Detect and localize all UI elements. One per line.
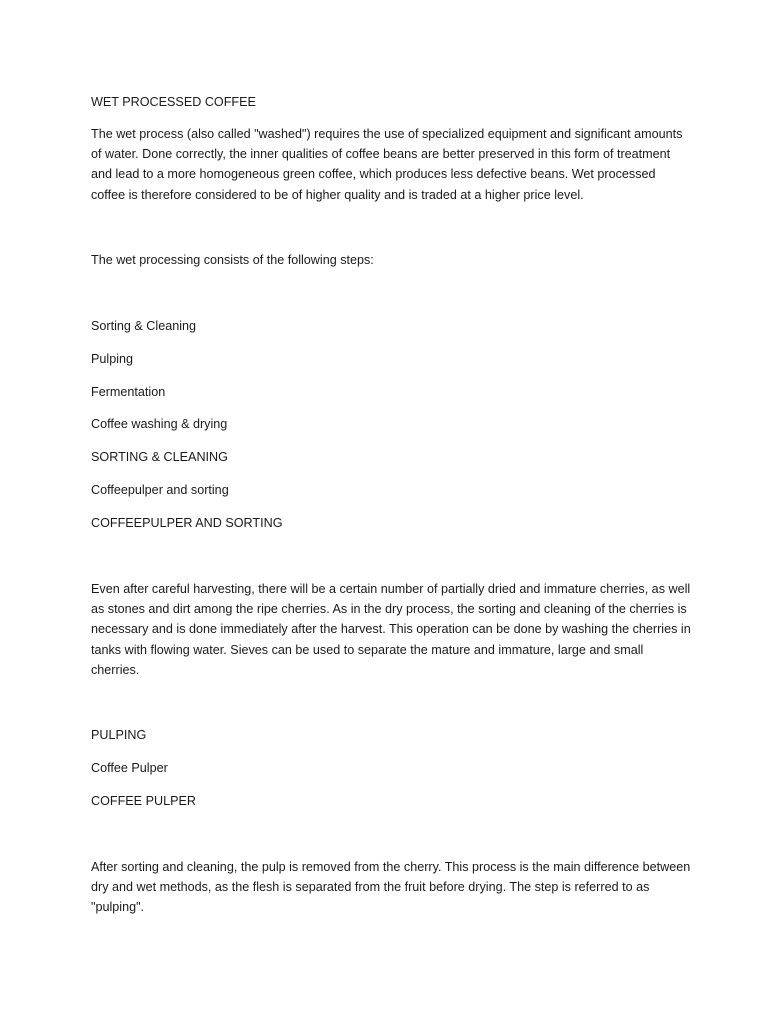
image-caption-pulping-caps: COFFEE PULPER	[91, 794, 196, 808]
document-title: WET PROCESSED COFFEE	[91, 95, 256, 109]
step-item: Coffee washing & drying	[91, 417, 228, 431]
step-item: Pulping	[91, 352, 134, 366]
step-item: Fermentation	[91, 385, 166, 399]
section-heading-sorting: SORTING & CLEANING	[91, 450, 228, 464]
steps-intro: The wet processing consists of the following steps:	[91, 253, 374, 267]
sorting-paragraph: Even after careful harvesting, there will be a certain number of partially dried and immature cherries, as well as stones and dirt among the ripe cherries. As in the dry process, the sorting and cleaning of the cherries is necessary and is done immediately after the harvest. This operation can be done by washing the cherries in tanks with flowing water. Sieves can be used to separate the mature and immature, large and small cherries.	[91, 582, 691, 677]
image-caption-sorting-caps: COFFEEPULPER AND SORTING	[91, 516, 283, 530]
pulping-paragraph: After sorting and cleaning, the pulp is removed from the cherry. This process is the main difference between dry and wet methods, as the flesh is separated from the fruit before drying. The step is referred to as "pulping".	[91, 860, 691, 915]
intro-paragraph: The wet process (also called "washed") requires the use of specialized equipment and significant amounts of water. Done correctly, the inner qualities of coffee beans are better preserved in this form of treatment and lead to a more homogeneous green coffee, which produces less defective beans. Wet processed coffee is therefore considered to be of higher quality and is traded at a higher price level.	[91, 127, 683, 202]
step-item: Sorting & Cleaning	[91, 319, 197, 333]
section-heading-pulping: PULPING	[91, 728, 147, 742]
image-caption-pulping: Coffee Pulper	[91, 761, 168, 775]
image-caption-sorting: Coffeepulper and sorting	[91, 483, 229, 497]
